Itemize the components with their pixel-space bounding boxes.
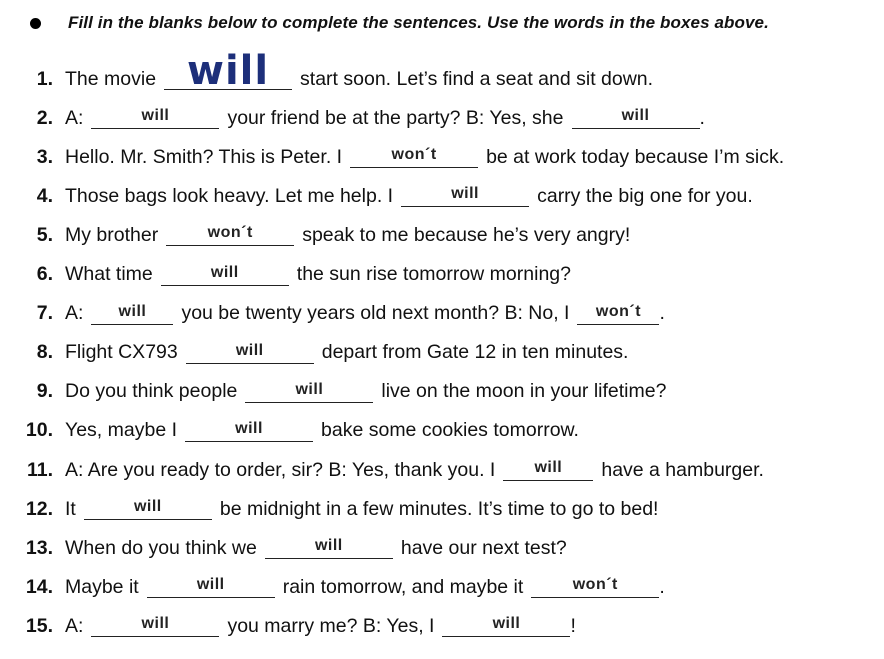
item-number: 9. bbox=[36, 380, 53, 403]
answer-blank[interactable] bbox=[186, 341, 314, 364]
sentence-text: Hello. Mr. Smith? This is Peter. I bbox=[65, 145, 343, 168]
item-number: 14. bbox=[25, 575, 53, 598]
item-number: 7. bbox=[36, 302, 53, 325]
sentence-text: you marry me? B: Yes, I bbox=[227, 614, 435, 637]
sentence-text: Flight CX793 bbox=[65, 341, 178, 364]
answer-blank[interactable] bbox=[245, 380, 373, 403]
handwritten-answer: will bbox=[187, 48, 270, 95]
instructions bbox=[28, 10, 769, 36]
sentence-text: . bbox=[699, 106, 705, 129]
answer-blank[interactable] bbox=[577, 302, 659, 325]
item-number: 4. bbox=[36, 184, 53, 207]
answer-blank[interactable] bbox=[91, 107, 219, 129]
answer-blank[interactable] bbox=[91, 302, 173, 325]
answer-text: will bbox=[621, 107, 650, 125]
sentence-text: be midnight in a few minutes. It’s time to go to bed! bbox=[219, 497, 659, 520]
answer-blank[interactable] bbox=[84, 498, 212, 520]
sentence-9 bbox=[0, 371, 884, 410]
sentence-text: Do you think people bbox=[65, 380, 238, 403]
sentence-text: What time bbox=[65, 263, 153, 286]
item-number: 13. bbox=[25, 536, 53, 559]
answer-text: will bbox=[118, 302, 147, 320]
sentence-text: A: bbox=[65, 302, 84, 325]
item-number: 2. bbox=[36, 106, 53, 129]
answer-text: will bbox=[295, 380, 324, 398]
answer-text: will bbox=[196, 576, 225, 594]
sentence-text: depart from Gate 12 in ten minutes. bbox=[321, 341, 629, 364]
sentence-2 bbox=[0, 97, 884, 136]
answer-text: will bbox=[235, 419, 263, 437]
answer-blank[interactable] bbox=[147, 576, 275, 598]
sentence-text: speak to me because he’s very angry! bbox=[302, 223, 631, 246]
answer-text: won´t bbox=[595, 302, 642, 320]
answer-blank[interactable] bbox=[531, 576, 659, 598]
answer-text: will bbox=[235, 341, 264, 359]
answer-text: will bbox=[133, 498, 162, 516]
item-number: 3. bbox=[36, 145, 53, 168]
sentence-text: carry the big one for you. bbox=[537, 184, 753, 207]
bullet-icon bbox=[30, 18, 41, 29]
sentence-text: start soon. Let’s find a seat and sit down. bbox=[300, 67, 654, 90]
sentence-15 bbox=[0, 605, 884, 644]
sentence-text: Those bags look heavy. Let me help. I bbox=[65, 184, 394, 207]
answer-blank[interactable] bbox=[572, 107, 700, 129]
sentence-text: have a hamburger. bbox=[601, 458, 764, 481]
item-number: 10. bbox=[25, 419, 53, 442]
sentence-text: It bbox=[65, 497, 76, 520]
instruction-text: Fill in the blanks below to complete the sentences. Use the words in the boxes above. bbox=[68, 13, 769, 32]
answer-blank[interactable] bbox=[503, 459, 593, 481]
answer-blank[interactable] bbox=[164, 48, 292, 95]
answer-blank[interactable] bbox=[350, 146, 478, 168]
answer-text: will bbox=[141, 615, 170, 633]
sentence-5 bbox=[0, 214, 884, 253]
answer-text: will bbox=[492, 615, 521, 633]
item-number: 15. bbox=[25, 614, 53, 637]
item-number: 1. bbox=[36, 67, 53, 90]
answer-text: will bbox=[314, 537, 343, 555]
answer-blank[interactable] bbox=[91, 615, 219, 637]
sentence-text: live on the moon in your lifetime? bbox=[381, 380, 667, 403]
sentence-text: ! bbox=[570, 614, 576, 637]
sentence-12 bbox=[0, 488, 884, 527]
sentence-text: A: bbox=[65, 614, 84, 637]
answer-blank[interactable] bbox=[265, 537, 393, 559]
sentence-text: . bbox=[659, 575, 665, 598]
sentence-text: Maybe it bbox=[65, 575, 139, 598]
exercise-list bbox=[0, 48, 884, 644]
answer-blank[interactable] bbox=[185, 419, 313, 442]
sentence-text: Yes, maybe I bbox=[65, 419, 178, 442]
answer-blank[interactable] bbox=[442, 615, 570, 637]
sentence-10 bbox=[0, 410, 884, 449]
sentence-text: bake some cookies tomorrow. bbox=[321, 419, 579, 442]
answer-text: won´t bbox=[391, 146, 437, 164]
sentence-13 bbox=[0, 527, 884, 566]
item-number: 5. bbox=[36, 223, 53, 246]
sentence-text: . bbox=[659, 302, 665, 325]
sentence-8 bbox=[0, 332, 884, 371]
item-number: 11. bbox=[26, 458, 53, 481]
answer-text: won´t bbox=[572, 576, 618, 594]
sentence-text: The movie bbox=[65, 67, 157, 90]
answer-blank[interactable] bbox=[161, 263, 289, 286]
sentence-text: be at work today because I’m sick. bbox=[486, 145, 785, 168]
sentence-4 bbox=[0, 175, 884, 214]
answer-text: will bbox=[534, 459, 563, 477]
sentence-3 bbox=[0, 136, 884, 175]
sentence-text: your friend be at the party? B: Yes, she bbox=[227, 106, 564, 129]
answer-text: will bbox=[141, 107, 170, 125]
answer-blank[interactable] bbox=[401, 185, 529, 207]
sentence-text: My brother bbox=[65, 223, 159, 246]
sentence-text: A: Are you ready to order, sir? B: Yes, thank you. I bbox=[65, 458, 496, 481]
sentence-text: rain tomorrow, and maybe it bbox=[282, 575, 524, 598]
sentence-text: you be twenty years old next month? B: No, I bbox=[181, 302, 570, 325]
sentence-text: have our next test? bbox=[400, 536, 567, 559]
item-number: 8. bbox=[36, 341, 53, 364]
sentence-1 bbox=[0, 48, 884, 97]
sentence-text: When do you think we bbox=[65, 536, 257, 559]
item-number: 6. bbox=[36, 263, 53, 286]
sentence-6 bbox=[0, 253, 884, 292]
sentence-14 bbox=[0, 566, 884, 605]
item-number: 12. bbox=[25, 497, 53, 520]
answer-text: will bbox=[210, 263, 239, 281]
answer-blank[interactable] bbox=[166, 224, 294, 246]
sentence-11 bbox=[0, 449, 884, 488]
sentence-7 bbox=[0, 293, 884, 332]
sentence-text: the sun rise tomorrow morning? bbox=[296, 263, 571, 286]
answer-text: will bbox=[451, 185, 479, 203]
answer-text: won´t bbox=[207, 224, 253, 242]
sentence-text: A: bbox=[65, 106, 84, 129]
